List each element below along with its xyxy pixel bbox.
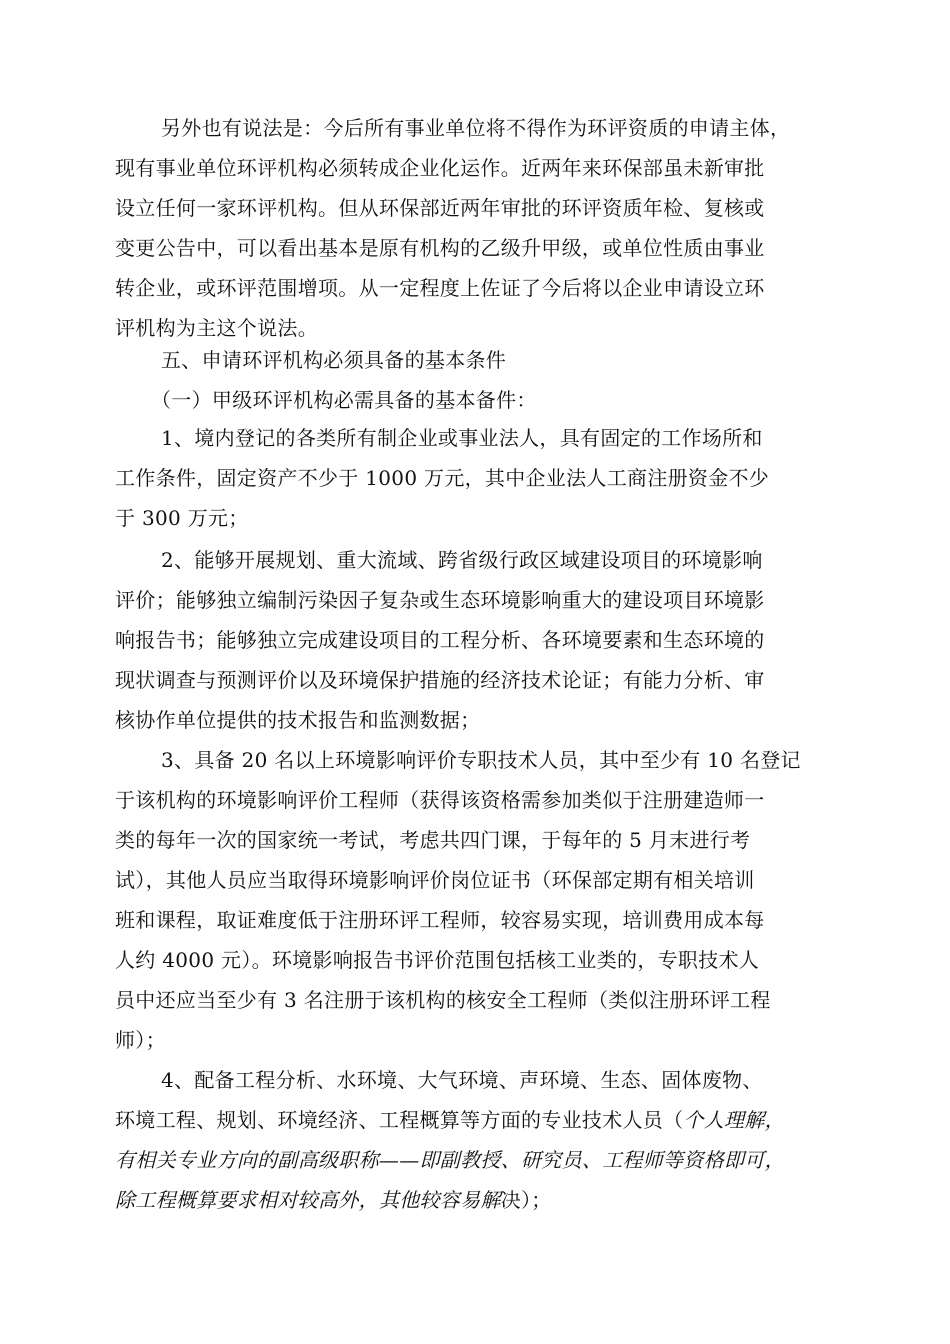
paragraph-line: 设立任何一家环评机构。但从环保部近两年审批的环评资质年检、复核或: [115, 196, 765, 220]
paragraph-line: 评价；能够独立编制污染因子复杂或生态环境影响重大的建设项目环境影: [115, 588, 765, 612]
paragraph-line: 现状调查与预测评价以及环境保护措施的经济技术论证；有能力分析、审: [115, 668, 765, 692]
paragraph-line: 转企业，或环评范围增项。从一定程度上佐证了今后将以企业申请设立环: [115, 276, 765, 300]
paragraph-line: 员中还应当至少有 3 名注册于该机构的核安全工程师（类似注册环评工程: [115, 988, 771, 1012]
paragraph-line: 4、配备工程分析、水环境、大气环境、声环境、生态、固体废物、: [161, 1068, 763, 1092]
paragraph-line: 1、境内登记的各类所有制企业或事业法人，具有固定的工作场所和: [161, 426, 763, 450]
paragraph-line: 人约 4000 元）。环境影响报告书评价范围包括核工业类的，专职技术人: [115, 948, 760, 972]
paragraph-line: 另外也有说法是：今后所有事业单位将不得作为环评资质的申请主体，: [161, 116, 791, 140]
line-text: 决）；: [500, 1188, 552, 1212]
subsection-heading: （一）甲级环评机构必需具备的基本备件：: [151, 388, 537, 412]
paragraph-line: 现有事业单位环评机构必须转成企业化运作。近两年来环保部虽未新审批: [115, 156, 765, 180]
italic-note: 个人理解，: [683, 1108, 785, 1132]
line-text: 环境工程、规划、环境经济、工程概算等方面的专业技术人员（: [115, 1108, 684, 1132]
paragraph-line: 评机构为主这个说法。: [115, 316, 318, 340]
italic-note-line: 有相关专业方向的副高级职称——即副教授、研究员、工程师等资格即可，: [115, 1148, 785, 1172]
section-heading: 五、申请环评机构必须具备的基本条件: [161, 348, 507, 372]
paragraph-line: 于该机构的环境影响评价工程师（获得该资格需参加类似于注册建造师一: [115, 788, 765, 812]
paragraph-line: 2、能够开展规划、重大流域、跨省级行政区域建设项目的环境影响: [161, 548, 763, 572]
italic-note: 除工程概算要求相对较高外，其他较容易解: [115, 1188, 501, 1212]
paragraph-line: 响报告书；能够独立完成建设项目的工程分析、各环境要素和生态环境的: [115, 628, 765, 652]
paragraph-line: 3、具备 20 名以上环境影响评价专职技术人员，其中至少有 10 名登记: [161, 748, 801, 772]
paragraph-line: 变更公告中，可以看出基本是原有机构的乙级升甲级，或单位性质由事业: [115, 236, 765, 260]
paragraph-line: [115, 1184, 552, 1213]
paragraph-line: 师）；: [115, 1028, 166, 1052]
paragraph-line: 试），其他人员应当取得环境影响评价岗位证书（环保部定期有相关培训: [115, 868, 755, 892]
paragraph-line: 工作条件，固定资产不少于 1000 万元，其中企业法人工商注册资金不少: [115, 466, 770, 490]
paragraph-line: [115, 1104, 785, 1133]
paragraph-line: 类的每年一次的国家统一考试，考虑共四门课，于每年的 5 月末进行考: [115, 828, 751, 852]
paragraph-line: 于 300 万元；: [115, 506, 249, 530]
paragraph-line: 班和课程，取证难度低于注册环评工程师，较容易实现，培训费用成本每: [115, 908, 765, 932]
paragraph-line: 核协作单位提供的技术报告和监测数据；: [115, 708, 481, 732]
